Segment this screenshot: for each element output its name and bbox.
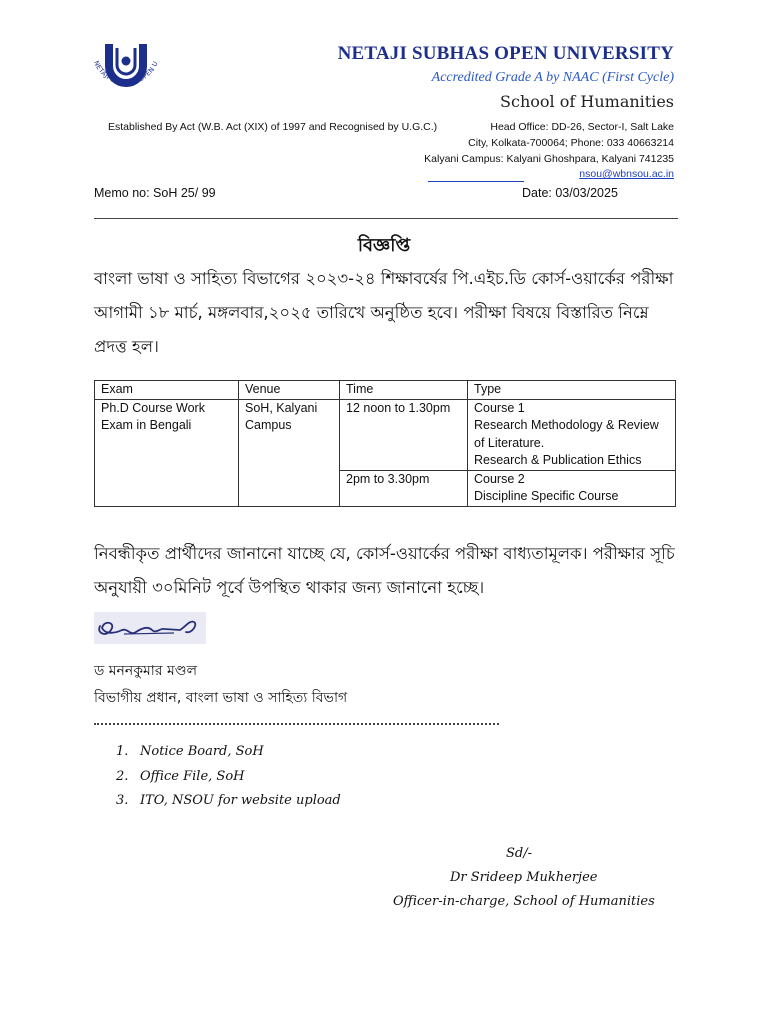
list-number: 3. bbox=[116, 793, 129, 808]
university-logo bbox=[86, 40, 166, 108]
list-number: 2. bbox=[116, 768, 129, 784]
table-header-row bbox=[95, 381, 676, 400]
course-detail: Discipline Specific Course bbox=[474, 489, 619, 503]
table-row bbox=[95, 399, 676, 470]
dotted-divider bbox=[94, 723, 499, 725]
course-detail: Research & Publication Ethics bbox=[474, 453, 642, 467]
list-item bbox=[116, 769, 341, 794]
list-text: ITO, NSOU for website upload bbox=[140, 793, 341, 808]
course-label: Course 1 bbox=[474, 400, 525, 415]
list-number: 1. bbox=[116, 744, 129, 759]
notice-title: বিজ্ঞপ্তি bbox=[357, 235, 411, 256]
header-type: Type bbox=[468, 381, 676, 400]
venue-cell: SoH, Kalyani Campus bbox=[239, 399, 340, 506]
signature-image bbox=[94, 612, 206, 644]
list-text: Office File, SoH bbox=[140, 768, 245, 784]
notice-date: Date: 03/03/2025 bbox=[522, 186, 618, 200]
type-cell bbox=[468, 399, 676, 470]
email-link[interactable]: nsou@wbnsou.ac.in bbox=[579, 168, 674, 180]
exam-cell: Ph.D Course Work Exam in Bengali bbox=[95, 399, 239, 506]
head-office: Head Office: DD-26, Sector-I, Salt Lake bbox=[490, 121, 674, 133]
intro-paragraph: বাংলা ভাষা ও সাহিত্য বিভাগের ২০২৩-২৪ শিক্ষাবর্ষের পি.এইচ.ডি কোর্স-ওয়ার্কের পরীক্ষা আগামী ১৮ মার্চ, মঙ্গলবার,২০২৫ তারিখে অনুষ্ঠিত হবে। পরীক্ষা বিষয়ে বিস্তারিত নিম্নে প্রদত্ত হল। bbox=[94, 269, 674, 356]
city-phone: City, Kolkata-700064; Phone: 033 40663214 bbox=[468, 137, 674, 149]
kalyani-campus: Kalyani Campus: Kalyani Ghoshpara, Kalyani 741235 bbox=[424, 153, 674, 165]
course-label: Course 2 bbox=[474, 471, 525, 486]
memo-number: Memo no: SoH 25/ 99 bbox=[94, 186, 216, 200]
officer-name: Dr Srideep Mukherjee bbox=[450, 870, 598, 885]
signatory-designation: বিভাগীয় প্রধান, বাংলা ভাষা ও সাহিত্য বিভাগ bbox=[94, 690, 348, 706]
school-name: School of Humanities bbox=[500, 92, 674, 111]
copy-to-list bbox=[116, 744, 341, 818]
underline-decoration bbox=[428, 181, 524, 182]
establishment-note: Established By Act (W.B. Act (XIX) of 1997 and Recognised by U.G.C.) bbox=[108, 121, 438, 133]
header-exam: Exam bbox=[95, 381, 239, 400]
officer-title: Officer-in-charge, School of Humanities bbox=[393, 894, 655, 909]
university-name: NETAJI SUBHAS OPEN UNIVERSITY bbox=[337, 43, 674, 64]
header-time: Time bbox=[340, 381, 468, 400]
list-item bbox=[116, 793, 341, 818]
list-item bbox=[116, 744, 341, 769]
course-detail: Research Methodology & Review of Literature. bbox=[474, 418, 659, 450]
time-cell: 2pm to 3.30pm bbox=[340, 470, 468, 506]
logo-text: NETAJI SUBHAS OPEN U bbox=[92, 59, 160, 87]
exam-schedule-table bbox=[94, 380, 676, 507]
signed-mark: Sd/- bbox=[506, 846, 532, 861]
accreditation: Accredited Grade A by NAAC (First Cycle) bbox=[431, 70, 674, 85]
header-venue: Venue bbox=[239, 381, 340, 400]
header-divider bbox=[94, 218, 678, 219]
time-cell: 12 noon to 1.30pm bbox=[340, 399, 468, 470]
type-cell bbox=[468, 470, 676, 506]
signatory-name: ড মননকুমার মণ্ডল bbox=[94, 663, 198, 679]
list-text: Notice Board, SoH bbox=[140, 744, 264, 759]
closing-paragraph: নিবন্ধীকৃত প্রার্থীদের জানানো যাচ্ছে যে, কোর্স-ওয়ার্কের পরীক্ষা বাধ্যতামূলক। পরীক্ষার সূচি অনুযায়ী ৩০মিনিট পূর্বে উপস্থিত থাকার জন্য জানানো হচ্ছে। bbox=[94, 544, 675, 597]
